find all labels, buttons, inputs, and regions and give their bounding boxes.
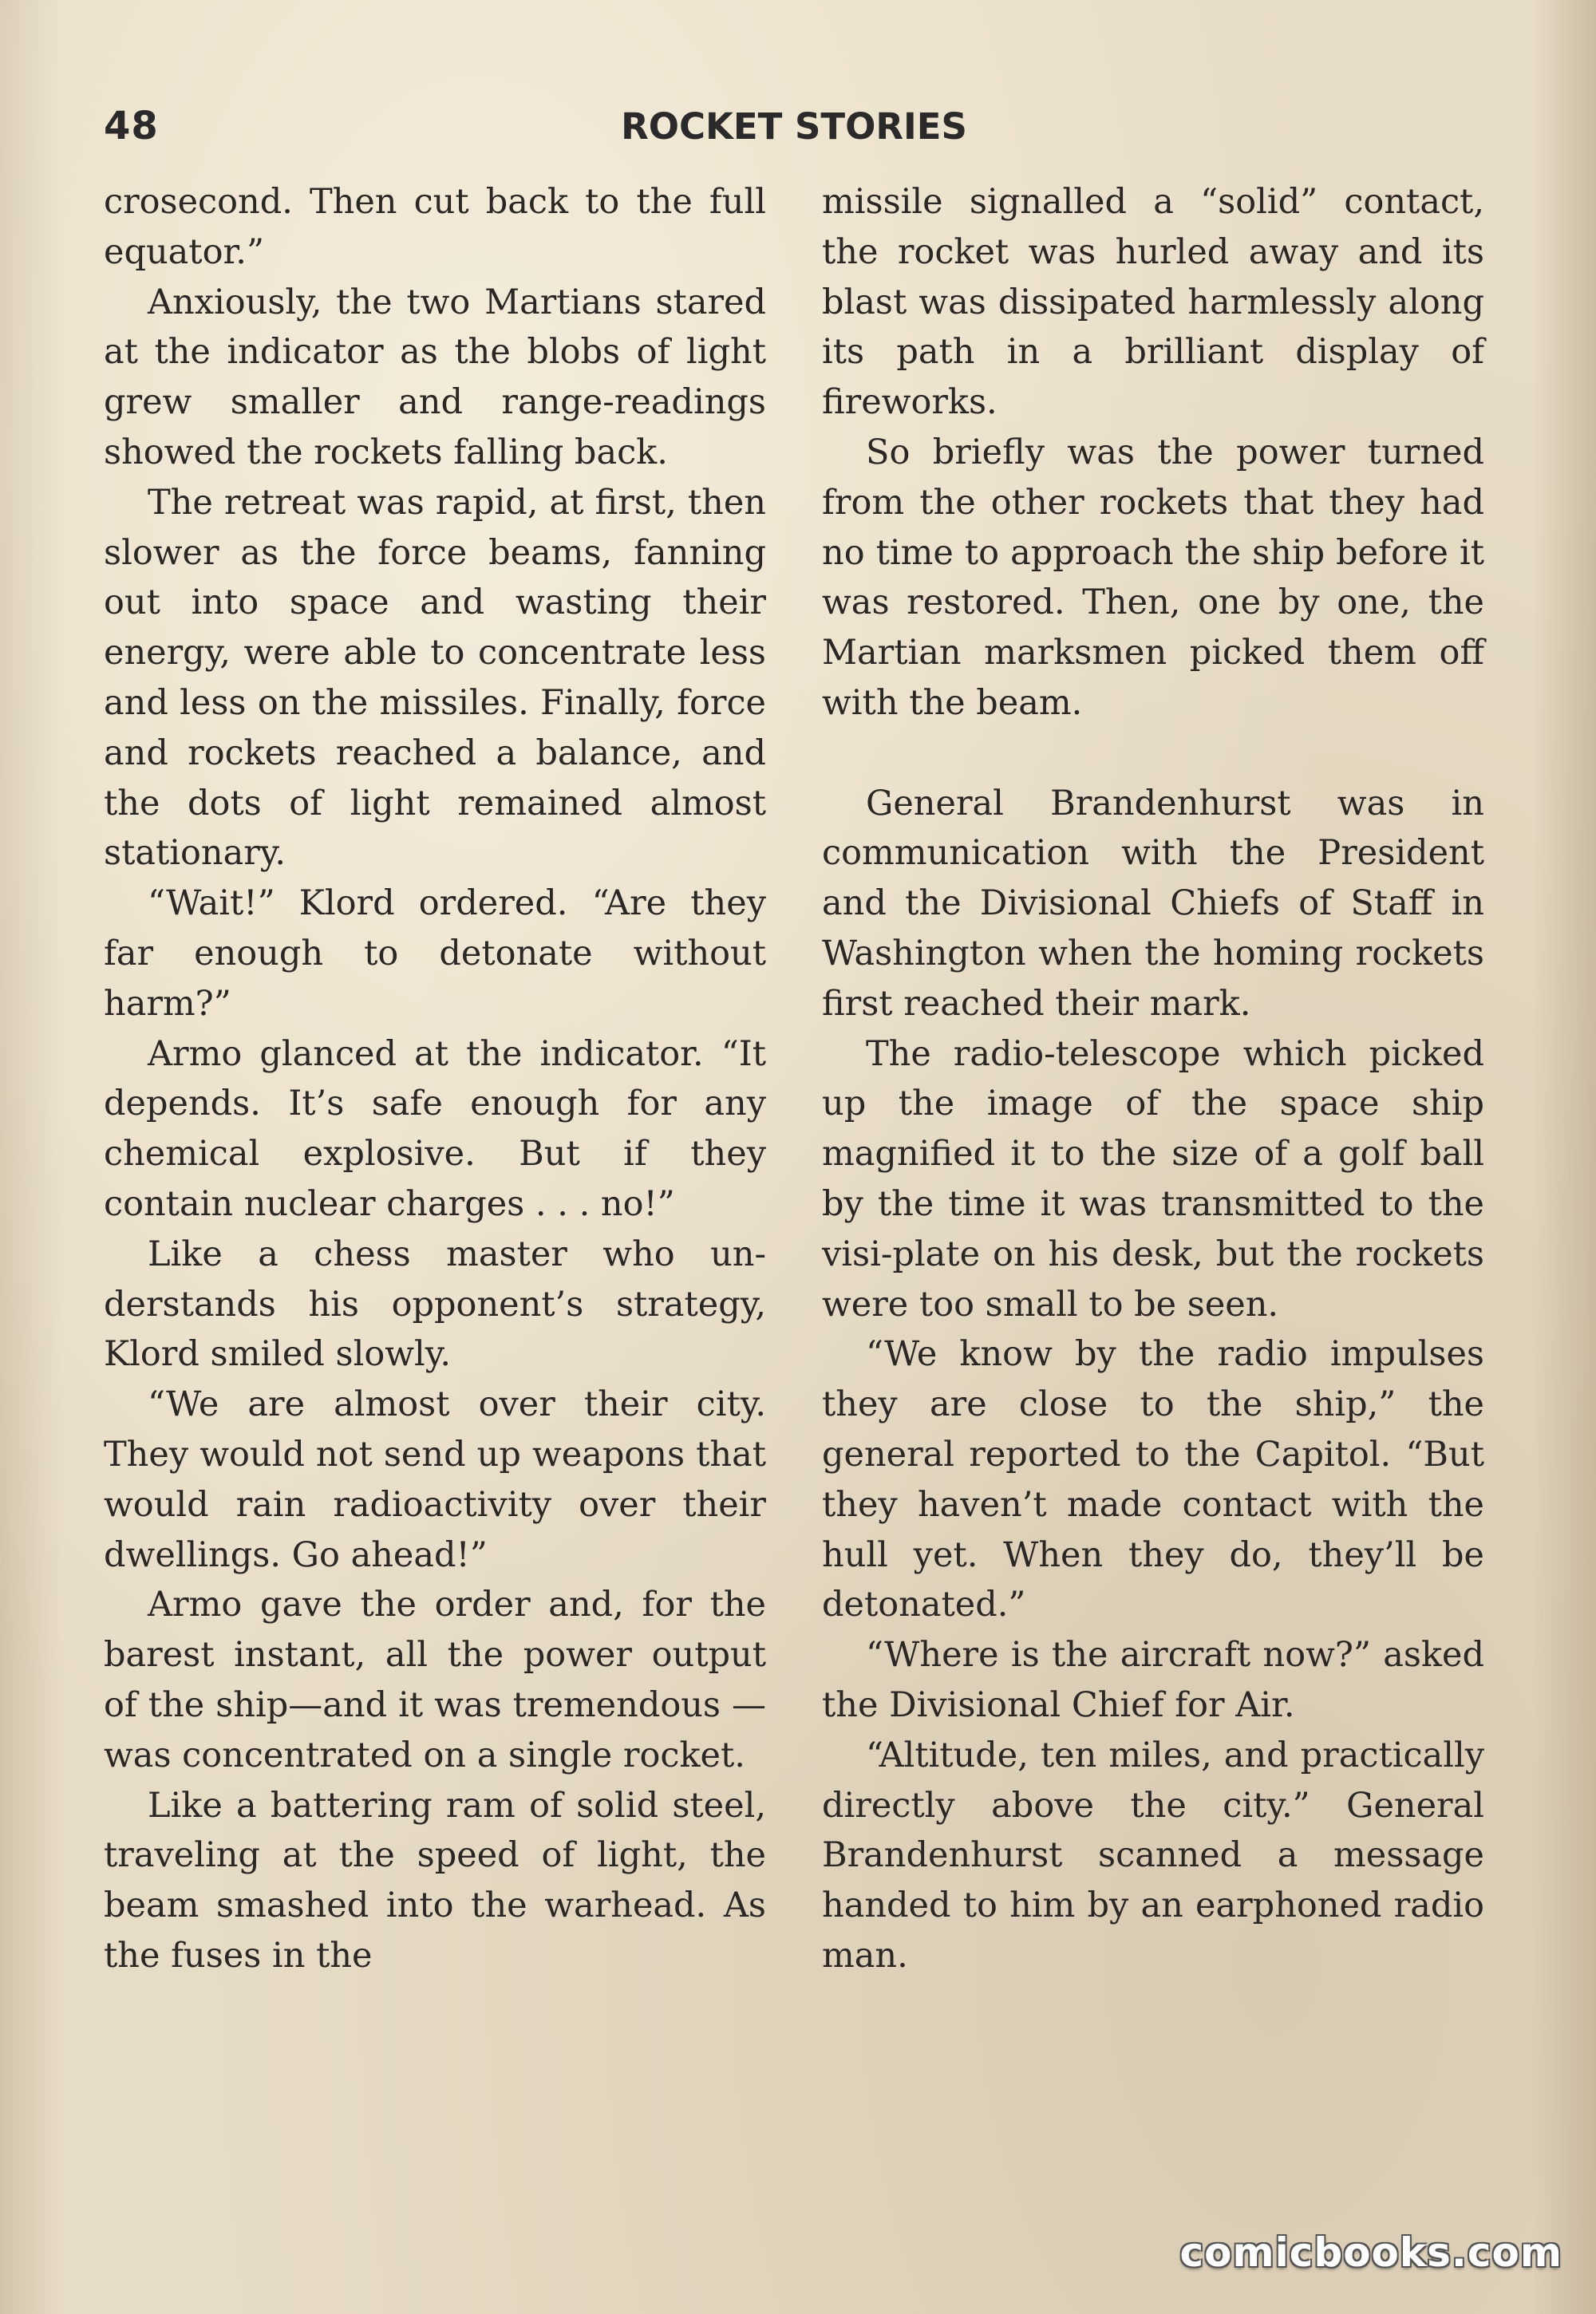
paragraph: “We are almost over their city. They would not send up weapons that would rain radioactivity over their dwellings. Go ahead!” (104, 1384, 766, 1575)
running-head: ROCKET STORIES (621, 105, 967, 148)
paragraph: General Brandenhurst was in communication with the President and the Divisional Chiefs of Staff in Washington when the homing rockets first reached their mark. (822, 783, 1484, 1024)
paragraph: “Wait!” Klord ordered. “Are they far enough to detonate without harm?” (104, 883, 766, 1024)
paragraph: crosecond. Then cut back to the full equator.” (104, 182, 766, 272)
paragraph: Anxiously, the two Martians stared at the indicator as the blobs of light grew smaller and range-readings showed the rockets falling back. (104, 282, 766, 472)
paragraph: Armo gave the order and, for the barest instant, all the power output of the ship—and it was tremendous — was concentrated on a single rocket. (104, 1585, 766, 1775)
paragraph: Like a battering ram of solid steel, traveling at the speed of light, the beam smashed into the warhead. As the fuses in the (104, 1785, 766, 1976)
paragraph: missile signalled a “solid” contact, the rocket was hurled away and its blast was dissipated harmlessly along its path in a brilliant display of fireworks. (822, 182, 1484, 423)
left-column (104, 177, 766, 1981)
page-header (104, 104, 1484, 160)
paragraph: Like a chess master who understands his opponent’s strategy, Klord smiled slowly. (104, 1234, 766, 1375)
paragraph: The radio-telescope which picked up the image of the space ship magnified it to the size of a golf ball by the time it was transmitted to the visi-plate on his desk, but the rockets were too small to be seen. (822, 1033, 1484, 1325)
right-column (822, 177, 1484, 1981)
paragraph: “Altitude, ten miles, and practically directly above the city.” General Brandenhurst scanned a message handed to him by an earphoned radio man. (822, 1735, 1484, 1976)
paragraph: “Where is the aircraft now?” asked the Divisional Chief for Air. (822, 1635, 1484, 1725)
paragraph: “We know by the radio impulses they are close to the ship,” the general reported to the Capitol. “But they haven’t made contact with the hull yet. When they do, they’ll be detonated.” (822, 1334, 1484, 1625)
paragraph: The retreat was rapid, at first, then slower as the force beams, fanning out into space and wasting their energy, were able to concentrate less and less on the missiles. Finally, force and rockets reached a balance, and the dots of light remained almost stationary. (104, 482, 766, 874)
page-number: 48 (104, 104, 159, 148)
paragraph: Armo glanced at the indicator. “It depends. It’s safe enough for any chemical explosive. But if they contain nuclear charges . . . no!” (104, 1033, 766, 1224)
site-watermark: comicbooks.com (1179, 2229, 1562, 2276)
paragraph: So briefly was the power turned from the other rockets that they had no time to approach the ship before it was restored. Then, one by one, the Martian marksmen picked them off with the beam. (822, 432, 1484, 723)
